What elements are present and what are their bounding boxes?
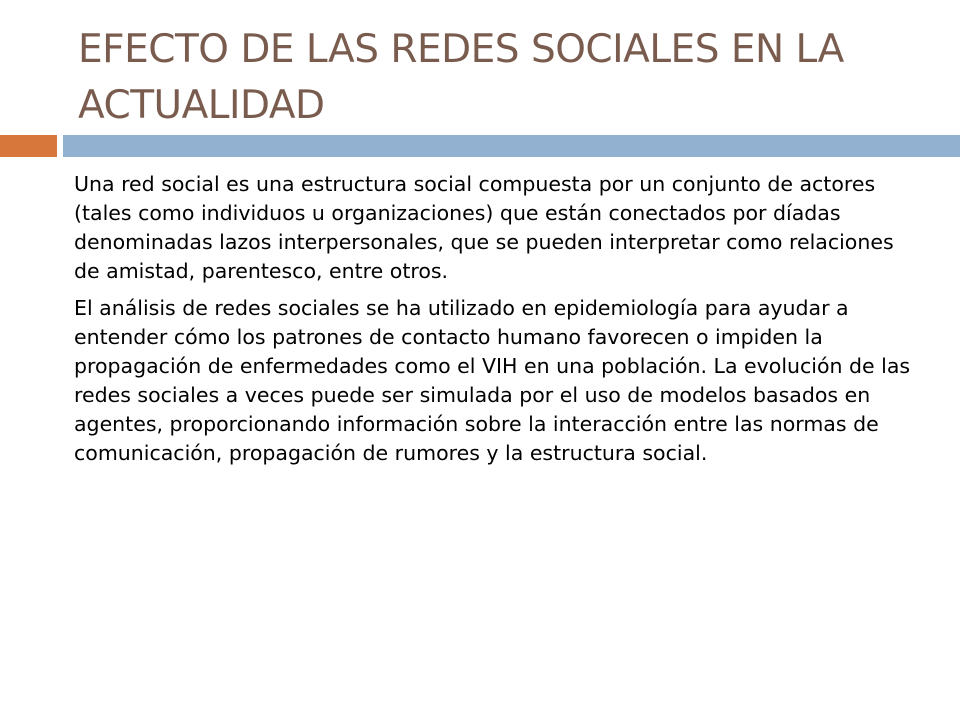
slide-title: EFECTO DE LAS REDES SOCIALES EN LA ACTUALIDAD <box>78 27 844 128</box>
paragraph-epidemiology: El análisis de redes sociales se ha utilizado en epidemiología para ayudar a entender cómo los patrones de contacto humano favorecen o impiden la propagación de enfermedades como el VIH en una población. La evolución de las redes sociales a veces puede ser simulada por el uso de modelos basados en agentes, proporcionando información sobre la interacción entre las normas de comunicación, propagación de rumores y la estructura social. <box>74 296 911 465</box>
slide-body <box>74 170 914 476</box>
paragraph-definition: Una red social es una estructura social compuesta por un conjunto de actores (tales como individuos u organizaciones) que están conectados por díadas denominadas lazos interpersonales, que se pueden interpretar como relaciones de amistad, parentesco, entre otros. <box>74 172 894 283</box>
accent-bar-orange <box>0 135 57 157</box>
accent-bar-blue <box>63 135 960 157</box>
